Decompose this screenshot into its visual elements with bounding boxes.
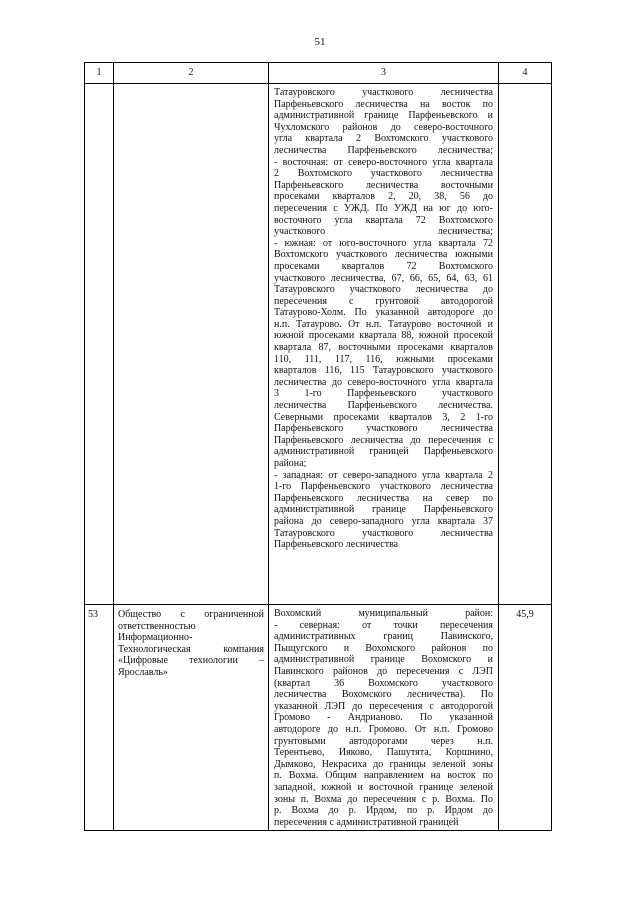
text-line: автодороге до н.п. Громово. От н.п. Громово [274,723,493,735]
text-line: Вохтомского участкового лесничества южными [274,249,493,261]
text-line: Татаурово-Холм. По указанной автодороге до [274,307,493,319]
boundary-description [269,84,499,605]
text-line: лесничества Парфеньевского лесничества; [274,144,493,156]
text-line: Дымково, Некрасиха до границы зеленой зоны [274,758,493,770]
text-line: 3 1-го Парфеньевского участкового [274,388,493,400]
area-value [499,84,552,605]
text-line: р. Вохма до р. Ирдом, по р. Ирдом до [274,805,493,817]
column-header-1: 1 [85,63,114,84]
text-line: Парфеньевского лесничества восточными [274,179,493,191]
text-line: угла квартала 2 Вохтомского участкового [274,133,493,145]
text-line: западной, южной и восточной границе зеленой [274,781,493,793]
column-header-3: 3 [269,63,499,84]
area-value: 45,9 [499,605,552,831]
text-line: Павинского районов до пересечения с ЛЭП [274,665,493,677]
text-line: лесничества Вохомского лесничества). По [274,689,493,701]
text-line: лесничества Парфеньевского лесничества. [274,400,493,412]
text-line: 2 Вохтомского участкового лесничества [274,168,493,180]
text-line: пересечения с грунтовой автодорогой [274,295,493,307]
boundary-text [269,84,498,553]
text-line: лесничества до северо-восточного угла квартала [274,376,493,388]
text-line: (квартал 36 Вохомского участкового [274,677,493,689]
text-line: административной границей Парфеньевского [274,446,493,458]
text-line: административной границе Парфеньевского и [274,110,493,122]
text-line: участкового лесничества, 67, 66, 65, 64, 63, 61 [274,272,493,284]
boundaries-table [84,62,552,831]
text-line: Татауровского участкового лесничества [274,87,493,98]
boundary-text [269,605,498,830]
text-line: Татауровского участкового лесничества до [274,284,493,296]
text-line: - восточная: от северо-восточного угла квартала [274,156,493,168]
text-line: указанной ЛЭП до пересечения с автодорогой [274,700,493,712]
text-line: квартала 87, восточными просеками кварталов [274,342,493,354]
table-row [85,605,552,831]
text-line: района; [274,458,307,469]
column-header-2: 2 [114,63,269,84]
text-line: - южная: от юго-восточного угла квартала 72 [274,237,493,249]
text-line: Чухломского районов до северо-восточного [274,121,493,133]
text-line: восточного угла квартала 72 Вохтомского [274,214,493,226]
boundary-description [269,605,499,831]
text-line: административной границе Вохомского и [274,654,493,666]
text-line: Татауровского участкового лесничества [274,527,493,539]
text-line: Вохомский муниципальный район: [274,608,493,619]
text-line: просеками кварталов 2, 20, 38, 56 до [274,191,493,203]
page-number: 51 [314,36,326,48]
text-line: Парфеньевского лесничества [274,539,399,551]
text-line: участкового лесничества; [274,226,493,238]
text-line: административных границ Павинского, [274,631,493,643]
text-line: 1-го Парфеньевского участкового лесничества [274,481,493,493]
text-line: пересечения с УЖД. По УЖД на юг до юго- [274,202,493,214]
text-line: н.п. Татаурово. От н.п. Татаурово восточной и [274,318,493,330]
text-line: - северная: от точки пересечения [274,619,493,631]
text-line: Северными просеками кварталов 3, 2 1-го [274,411,493,423]
text-line: пересечения с административной границей [274,816,459,828]
text-line: административной границе Парфеньевского [274,504,493,516]
text-line: кварталов 116, 115 Татауровского участкового [274,365,493,377]
table-row [85,84,552,605]
text-line: Парфеньевского лесничества до пересечения с [274,434,493,446]
text-line: Терентьево, Ияково, Пашутята, Коршнино, [274,747,493,759]
text-line: Парфеньевского лесничества на восток по [274,98,493,110]
text-line: Пыщугского и Вохомского районов по [274,642,493,654]
text-line: южной просеками квартала 88, южной просекой [274,330,493,342]
text-line: зоны п. Вохма до пересечения с р. Вохма. По [274,793,493,805]
row-number [85,84,114,605]
text-line: района до северо-западного угла квартала 37 [274,515,493,527]
column-header-4: 4 [499,63,552,84]
table-header-row [85,63,552,84]
text-line: Громово - Андрианово. По указанной [274,712,493,724]
organization-name: Общество с ограниченной ответственностью Информационно-Технологическая компания «Цифровые технологии – Ярославль» [114,605,269,831]
row-number: 53 [85,605,114,831]
text-line: просеками кварталов 72 Вохтомского [274,260,493,272]
text-line: грунтовыми автодорогами через н.п. [274,735,493,747]
text-line: п. Вохма. Общим направлением на восток по [274,770,493,782]
text-line: - западная: от северо-западного угла квартала 2 [274,469,493,481]
text-line: Парфеньевского лесничества на север по [274,492,493,504]
organization-name [114,84,269,605]
text-line: 110, 111, 117, 116, южными просеками [274,353,493,365]
text-line: Парфеньевского участкового лесничества [274,423,493,435]
